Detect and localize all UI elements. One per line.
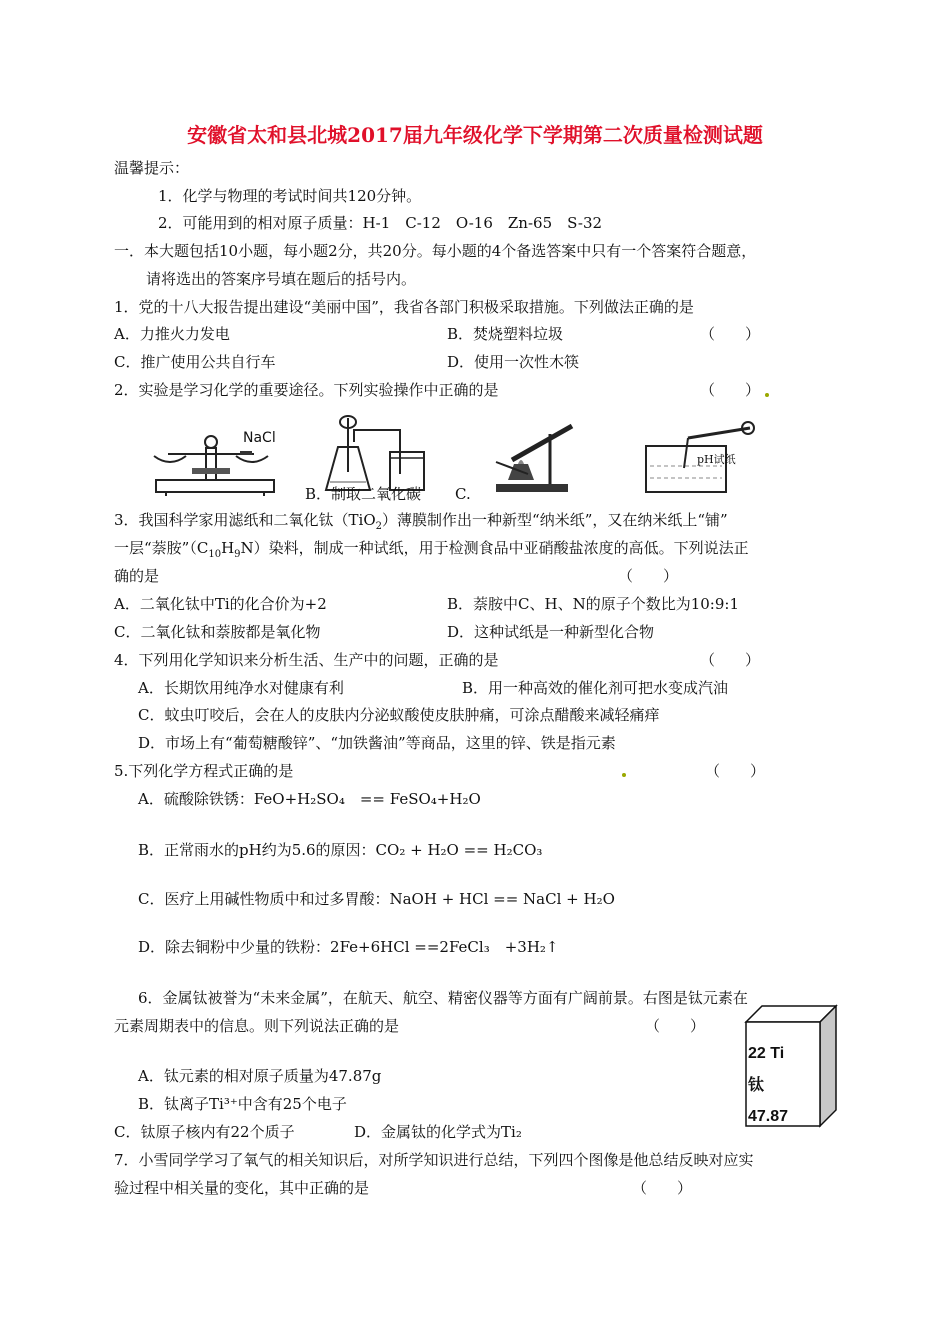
q5-option-d: D．除去铜粉中少量的铁粉：2Fe+6HCl ==2FeCl₃ +3H₂↑ xyxy=(138,938,559,956)
q4-option-d: D．市场上有“葡萄糖酸锌”、“加铁酱油”等商品，这里的锌、铁是指元素 xyxy=(138,734,616,752)
q5-stem: 5.下列化学方程式正确的是 xyxy=(114,762,294,780)
q4-option-b: B．用一种高效的催化剂可把水变成汽油 xyxy=(462,679,729,697)
q6-stem-line1: 6．金属钛被誉为“未来金属”，在航天、航空、精密仪器等方面有广阔前景。右图是钛元素在 xyxy=(138,989,748,1007)
q2-stem: 2．实验是学习化学的重要途径。下列实验操作中正确的是 xyxy=(114,381,499,399)
q6-option-c: C．钛原子核内有22个质子 xyxy=(114,1123,295,1141)
q4-stem: 4．下列用化学知识来分析生活、生产中的问题，正确的是 xyxy=(114,651,499,669)
section-instructions-1: 一．本大题包括10小题，每小题2分，共20分。每小题的4个备选答案中只有一个答案符合题意， xyxy=(114,242,757,260)
q3-stem-line1: 3．我国科学家用滤纸和二氧化钛（TiO$_2$）薄膜制作出一种新型“纳米纸”，又在纳米纸上“铺” xyxy=(114,511,728,532)
q4-option-c: C．蚊虫叮咬后，会在人的皮肤内分泌蚁酸使皮肤肿痛，可涂点醋酸来减轻痛痒 xyxy=(138,706,660,724)
q6-stem-line2: 元素周期表中的信息。则下列说法正确的是 xyxy=(114,1017,400,1035)
tip-2: 2．可能用到的相对原子质量：H-1 C-12 O-16 Zn-65 S-32 xyxy=(158,214,603,232)
element-card-number-symbol: 22 Ti xyxy=(748,1045,785,1062)
q6-answer-paren: （ ） xyxy=(645,1017,706,1035)
q1-answer-paren: （ ） xyxy=(700,325,761,343)
q2-figure-c-label: C. xyxy=(455,485,471,503)
q3-stem-line3: 确的是 xyxy=(114,567,160,585)
element-card-name: 钛 xyxy=(748,1077,765,1094)
q7-stem-line1: 7．小雪同学学习了氧气的相关知识后，对所学知识进行总结，下列四个图像是他总结反映对应实 xyxy=(114,1151,754,1169)
q5-option-b: B．正常雨水的pH约为5.6的原因：CO₂ + H₂O == H₂CO₃ xyxy=(138,841,543,859)
heating-apparatus-figure xyxy=(488,414,588,494)
q1-option-a: A．力推火力发电 xyxy=(114,325,230,343)
q7-answer-paren: （ ） xyxy=(632,1179,693,1197)
q7-stem-line2: 验过程中相关量的变化，其中正确的是 xyxy=(114,1179,370,1197)
stray-dot xyxy=(622,773,626,777)
q4-option-a: A．长期饮用纯净水对健康有利 xyxy=(138,679,344,697)
q3-stem-line2: 一层“萘胺$”(C_{10}H_9N)$染料，制成一种试纸，用于检测食品中亚硝酸盐浓度的高低。下列说法正 xyxy=(114,539,749,560)
q6-option-d: D．金属钛的化学式为Ti₂ xyxy=(354,1123,522,1141)
tips-heading: 温馨提示： xyxy=(114,159,190,177)
q3-answer-paren: （ ） xyxy=(618,567,679,585)
ph-paper-label: pH试纸 xyxy=(697,453,736,466)
q3-option-d: D．这种试纸是一种新型化合物 xyxy=(447,623,655,641)
element-card-mass: 47.87 xyxy=(748,1108,789,1125)
q1-option-d: D．使用一次性木筷 xyxy=(447,353,580,371)
tip-1: 1．化学与物理的考试时间共120分钟。 xyxy=(158,187,422,205)
q4-answer-paren: （ ） xyxy=(700,651,761,669)
q6-option-a: A．钛元素的相对原子质量为47.87g xyxy=(138,1067,382,1085)
page-title: 安徽省太和县北城2017届九年级化学下学期第二次质量检测试题 xyxy=(187,123,763,147)
q2-figure-b-label: B．制取二氧化碳 xyxy=(305,485,422,503)
q1-option-c: C．推广使用公共自行车 xyxy=(114,353,276,371)
q3-option-b: B．萘胺中C、H、N的原子个数比为10:9:1 xyxy=(447,595,739,613)
q5-option-c: C．医疗上用碱性物质中和过多胃酸：NaOH + HCl == NaCl + H₂O xyxy=(138,890,615,908)
stray-dot xyxy=(765,393,769,397)
q6-option-b: B．钛离子Ti³⁺中含有25个电子 xyxy=(138,1095,347,1113)
q5-option-a: A．硫酸除铁锈：FeO+H₂SO₄ == FeSO₄+H₂O xyxy=(138,790,481,808)
q3-option-c: C．二氧化钛和萘胺都是氧化物 xyxy=(114,623,321,641)
co2-apparatus-figure xyxy=(318,412,438,494)
q1-stem: 1．党的十八大报告提出建设“美丽中国”，我省各部门积极采取措施。下列做法正确的是 xyxy=(114,298,694,316)
q3-option-a: A．二氧化钛中Ti的化合价为+2 xyxy=(114,595,327,613)
q2-answer-paren: （ ） xyxy=(700,381,761,399)
nacl-label: NaCl xyxy=(243,430,276,446)
q5-answer-paren: （ ） xyxy=(705,762,766,780)
q1-option-b: B．焚烧塑料垃圾 xyxy=(447,325,564,343)
section-instructions-2: 请将选出的答案序号填在题后的括号内。 xyxy=(146,270,417,288)
